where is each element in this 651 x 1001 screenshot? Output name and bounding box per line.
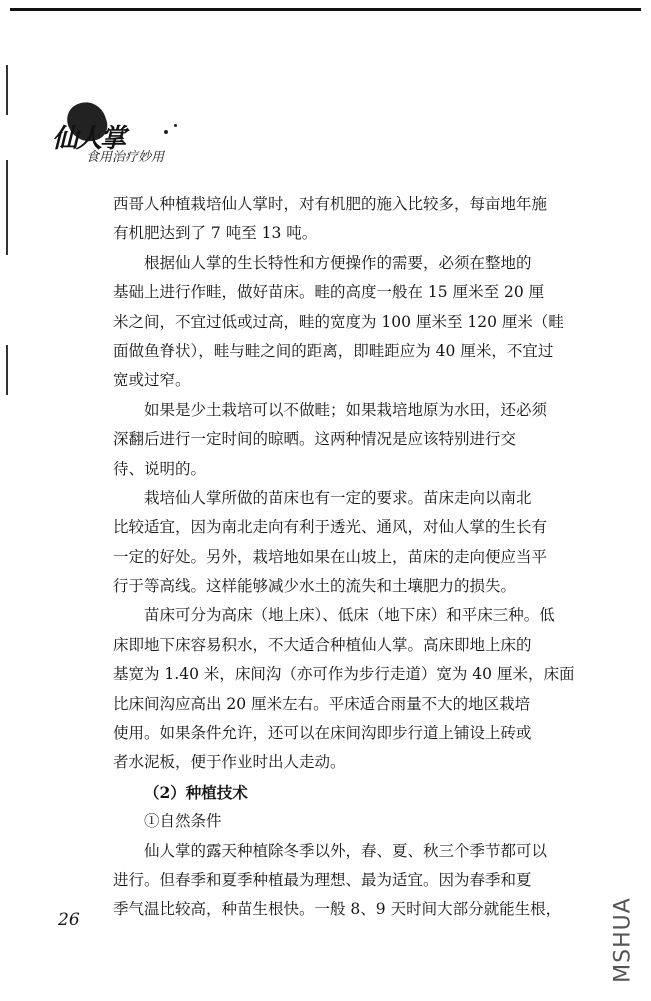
text-line: 仙人掌的露天种植除冬季以外，春、夏、秋三个季节都可以 [144, 841, 548, 860]
margin-mark [6, 345, 8, 395]
logo-dot [164, 130, 168, 134]
top-rule [10, 8, 641, 11]
text-line: 基础上进行作畦，做好苗床。畦的高度一般在 15 厘米至 20 厘 [113, 283, 545, 302]
logo-title: 仙人掌 [52, 124, 125, 154]
text-line: 比较适宜，因为南北走向有利于透光、通风，对仙人掌的生长有 [113, 518, 548, 537]
margin-mark [6, 160, 8, 255]
text-line: ①自然条件 [144, 812, 222, 831]
watermark [598, 880, 648, 1001]
page-number: 26 [58, 910, 80, 930]
text-line: 比床间沟应高出 20 厘米左右。平床适合雨量不大的地区栽培 [113, 694, 531, 713]
text-line: 进行。但春季和夏季种植最为理想、最为适宜。因为春季和夏 [113, 870, 532, 889]
text-line: 栽培仙人掌所做的苗床也有一定的要求。苗床走向以南北 [144, 488, 532, 507]
text-line: 行于等高线。这样能够减少水土的流失和土壤肥力的损失。 [113, 577, 517, 596]
logo-dot [174, 124, 177, 127]
text-line: 者水泥板，便于作业时出人走动。 [113, 753, 346, 772]
text-line: 一定的好处。另外，栽培地如果在山坡上，苗床的走向便应当平 [113, 547, 548, 566]
watermark-text: MSHUA [610, 897, 636, 983]
text-line: 面做鱼脊状），畦与畦之间的距离，即畦距应为 40 厘米，不宜过 [113, 341, 554, 360]
body-text [113, 190, 607, 925]
text-line: 床即地下床容易积水，不大适合种植仙人掌。高床即地上床的 [113, 635, 532, 654]
logo-subtitle: 食用治疗妙用 [86, 150, 165, 165]
text-line: 西哥人种植栽培仙人掌时，对有机肥的施入比较多，每亩地年施 [113, 195, 548, 213]
text-line: 宽或过窄。 [113, 371, 191, 390]
text-line: 季气温比较高，种苗生根快。一般 8、9 天时间大部分就能生根， [113, 900, 562, 919]
text-line: 有机肥达到了 7 吨至 13 吨。 [113, 224, 318, 243]
text-line: 深翻后进行一定时间的晾晒。这两种情况是应该特别进行交 [113, 430, 517, 449]
text-line: 米之间，不宜过低或过高，畦的宽度为 100 厘米至 120 厘米（畦 [113, 312, 564, 331]
text-line: 待、说明的。 [113, 459, 207, 478]
text-line: （2）种植技术 [144, 782, 248, 802]
text-line: 如果是少土栽培可以不做畦；如果栽培地原为水田，还必须 [144, 400, 548, 419]
text-line: 根据仙人掌的生长特性和方便操作的需要，必须在整地的 [144, 253, 532, 272]
text-line: 基宽为 1.40 米，床间沟（亦可作为步行走道）宽为 40 厘米，床面 [113, 665, 575, 684]
book-header-logo [52, 100, 222, 170]
margin-mark [6, 65, 8, 115]
text-line: 使用。如果条件允许，还可以在床间沟即步行道上铺设上砖或 [113, 724, 532, 743]
text-line: 苗床可分为高床（地上床）、低床（地下床）和平床三种。低 [144, 606, 555, 625]
